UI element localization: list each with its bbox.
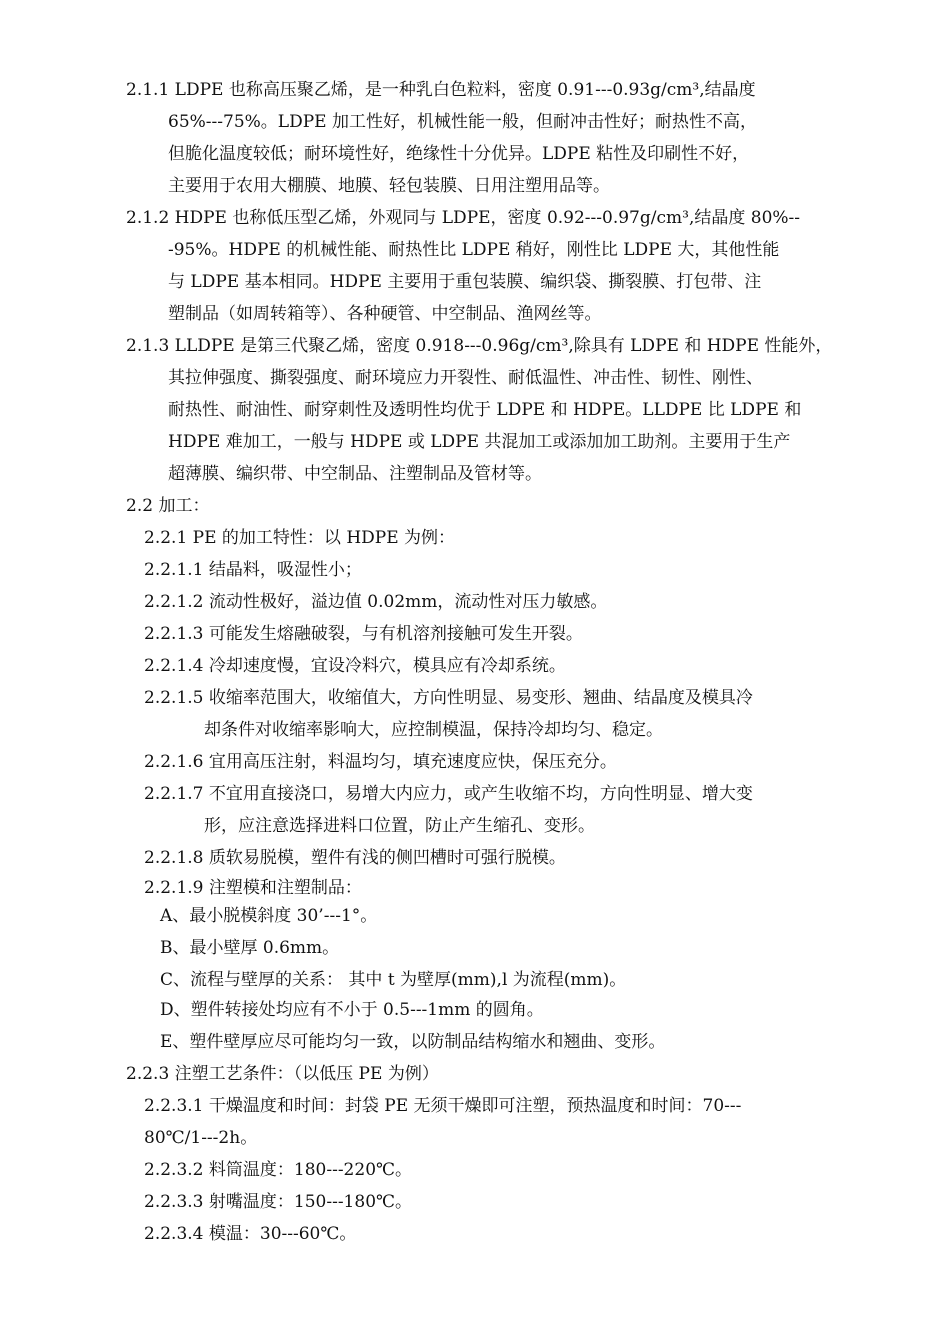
item-2-2-1-5-line-1: 2.2.1.5 收缩率范围大，收缩值大，方向性明显、易变形、翘曲、结晶度及模具冷 (144, 688, 753, 708)
item-2-2-1-3: 2.2.1.3 可能发生熔融破裂，与有机溶剂接触可发生开裂。 (144, 624, 583, 644)
item-2-2-1-7-line-1: 2.2.1.7 不宜用直接浇口，易增大内应力，或产生收缩不均，方向性明显、增大变 (144, 784, 753, 804)
item-2-2-1-9: 2.2.1.9 注塑模和注塑制品： (144, 878, 362, 898)
item-2-2-1-1: 2.2.1.1 结晶料，吸湿性小； (144, 560, 362, 580)
sub-item-d: D、塑件转接处均应有不小于 0.5---1mm 的圆角。 (160, 1000, 544, 1020)
sub-item-c: C、流程与壁厚的关系： 其中 t 为壁厚(mm),l 为流程(mm)。 (160, 970, 627, 990)
sub-item-b: B、最小壁厚 0.6mm。 (160, 938, 340, 958)
para-2-1-3-line-1: 2.1.3 LLDPE 是第三代聚乙烯，密度 0.918---0.96g/cm³,除具有 LDPE 和 HDPE 性能外， (126, 336, 833, 356)
item-2-2-3-4: 2.2.3.4 模温：30---60℃。 (144, 1224, 357, 1244)
item-2-2-3-3: 2.2.3.3 射嘴温度：150---180℃。 (144, 1192, 413, 1212)
para-2-1-2-line-1: 2.1.2 HDPE 也称低压型乙烯，外观同与 LDPE，密度 0.92---0.97g/cm³,结晶度 80%-- (126, 208, 801, 228)
section-2-2-1-heading: 2.2.1 PE 的加工特性：以 HDPE 为例： (144, 528, 456, 548)
item-2-2-1-8: 2.2.1.8 质软易脱模，塑件有浅的侧凹槽时可强行脱模。 (144, 848, 566, 868)
para-2-1-1-line-1: 2.1.1 LDPE 也称高压聚乙烯，是一种乳白色粒料，密度 0.91---0.93g/cm³,结晶度 (126, 80, 756, 100)
item-2-2-1-7-line-2: 形，应注意选择进料口位置，防止产生缩孔、变形。 (204, 816, 595, 836)
para-2-1-3-line-4: HDPE 难加工，一般与 HDPE 或 LDPE 共混加工或添加加工助剂。主要用于生产 (168, 432, 791, 452)
item-2-2-3-1-line-2: 80℃/1---2h。 (144, 1128, 258, 1148)
para-2-1-2-line-4: 塑制品（如周转箱等）、各种硬管、中空制品、渔网丝等。 (168, 304, 602, 324)
item-2-2-3-2: 2.2.3.2 料筒温度：180---220℃。 (144, 1160, 413, 1180)
sub-item-a: A、最小脱模斜度 30’---1°。 (160, 906, 378, 926)
para-2-1-2-line-2: -95%。HDPE 的机械性能、耐热性比 LDPE 稍好，刚性比 LDPE 大，其他性能 (168, 240, 780, 260)
section-2-2-heading: 2.2 加工： (126, 496, 210, 516)
para-2-1-1-line-3: 但脆化温度较低；耐环境性好，绝缘性十分优异。LDPE 粘性及印刷性不好， (168, 144, 750, 164)
item-2-2-3-1-line-1: 2.2.3.1 干燥温度和时间：封袋 PE 无须干燥即可注塑，预热温度和时间：70--- (144, 1096, 742, 1116)
para-2-1-3-line-2: 其拉伸强度、撕裂强度、耐环境应力开裂性、耐低温性、冲击性、韧性、刚性、 (168, 368, 763, 388)
item-2-2-1-6: 2.2.1.6 宜用高压注射，料温均匀，填充速度应快，保压充分。 (144, 752, 617, 772)
para-2-1-2-line-3: 与 LDPE 基本相同。HDPE 主要用于重包装膜、编织袋、撕裂膜、打包带、注 (168, 272, 762, 292)
section-2-2-3-heading: 2.2.3 注塑工艺条件：（以低压 PE 为例） (126, 1064, 439, 1084)
para-2-1-3-line-5: 超薄膜、编织带、中空制品、注塑制品及管材等。 (168, 464, 542, 484)
para-2-1-1-line-4: 主要用于农用大棚膜、地膜、轻包装膜、日用注塑用品等。 (168, 176, 610, 196)
item-2-2-1-5-line-2: 却条件对收缩率影响大，应控制模温，保持冷却均匀、稳定。 (204, 720, 663, 740)
para-2-1-3-line-3: 耐热性、耐油性、耐穿刺性及透明性均优于 LDPE 和 HDPE。LLDPE 比 LDPE 和 (168, 400, 802, 420)
sub-item-e: E、塑件壁厚应尽可能均匀一致，以防制品结构缩水和翘曲、变形。 (160, 1032, 666, 1052)
item-2-2-1-4: 2.2.1.4 冷却速度慢，宜设冷料穴，模具应有冷却系统。 (144, 656, 566, 676)
para-2-1-1-line-2: 65%---75%。LDPE 加工性好，机械性能一般，但耐冲击性好；耐热性不高， (168, 112, 757, 132)
item-2-2-1-2: 2.2.1.2 流动性极好，溢边值 0.02mm，流动性对压力敏感。 (144, 592, 608, 612)
